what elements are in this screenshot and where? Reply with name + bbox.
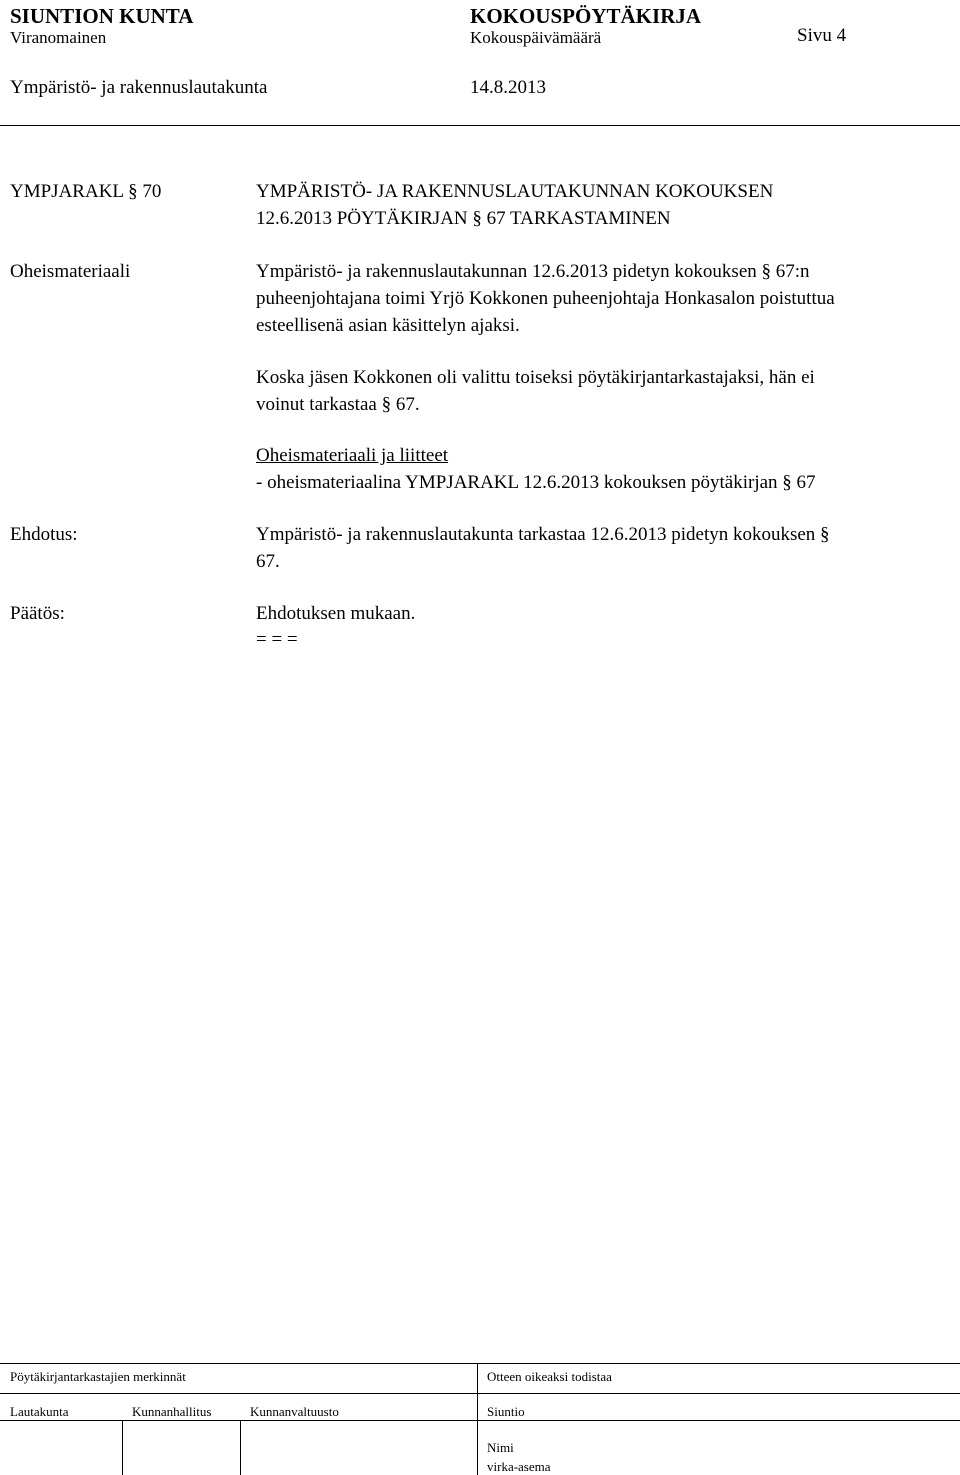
attachments-heading: Oheismateriaali ja liitteet bbox=[256, 445, 449, 466]
decision-label: Päätös: bbox=[10, 603, 65, 624]
footer-name-label: Nimi bbox=[487, 1440, 514, 1455]
document-type: KOKOUSPÖYTÄKIRJA bbox=[470, 4, 702, 28]
footer-col-lautakunta: Lautakunta bbox=[10, 1404, 69, 1419]
page-number: Sivu 4 bbox=[797, 25, 847, 46]
end-mark: = = = bbox=[256, 629, 298, 650]
footer-center-divider bbox=[477, 1363, 478, 1475]
background-paragraph-1-line-3: esteellisenä asian käsittelyn ajaksi. bbox=[256, 315, 520, 336]
oheismateriaali-label: Oheismateriaali bbox=[10, 261, 131, 282]
background-paragraph-1-line-2: puheenjohtajana toimi Yrjö Kokkonen puheenjohtaja Honkasalon poistuttua bbox=[256, 288, 835, 309]
proposal-line-1: Ympäristö- ja rakennuslautakunta tarkastaa 12.6.2013 pidetyn kokouksen § bbox=[256, 524, 830, 545]
proposal-line-2: 67. bbox=[256, 551, 280, 572]
authority-name: Ympäristö- ja rakennuslautakunta bbox=[10, 77, 268, 98]
footer-col-divider-1 bbox=[122, 1420, 123, 1475]
municipality-name: SIUNTION KUNTA bbox=[10, 4, 194, 28]
item-title-line-2: 12.6.2013 PÖYTÄKIRJAN § 67 TARKASTAMINEN bbox=[256, 208, 671, 229]
footer-col-kunnanvaltuusto: Kunnanvaltuusto bbox=[250, 1404, 339, 1419]
footer-col-divider-2 bbox=[240, 1420, 241, 1475]
meeting-date: 14.8.2013 bbox=[470, 77, 546, 98]
background-paragraph-2-line-2: voinut tarkastaa § 67. bbox=[256, 394, 420, 415]
meeting-date-label: Kokouspäivämäärä bbox=[470, 28, 602, 47]
background-paragraph-2-line-1: Koska jäsen Kokkonen oli valittu toiseksi pöytäkirjantarkastajaksi, hän ei bbox=[256, 367, 815, 388]
header-divider bbox=[0, 125, 960, 126]
footer-col-kunnanhallitus: Kunnanhallitus bbox=[132, 1404, 212, 1419]
attachment-item: - oheismateriaalina YMPJARAKL 12.6.2013 kokouksen pöytäkirjan § 67 bbox=[256, 472, 816, 493]
item-title-line-1: YMPÄRISTÖ- JA RAKENNUSLAUTAKUNNAN KOKOUKSEN bbox=[256, 181, 774, 202]
authority-label: Viranomainen bbox=[10, 28, 107, 47]
footer-position-label: virka-asema bbox=[487, 1459, 551, 1474]
footer-mid-border bbox=[0, 1393, 960, 1394]
certified-label: Otteen oikeaksi todistaa bbox=[487, 1369, 612, 1384]
footer-lower-border bbox=[0, 1420, 960, 1421]
footer-place: Siuntio bbox=[487, 1404, 525, 1419]
item-code: YMPJARAKL § 70 bbox=[10, 181, 162, 202]
background-paragraph-1-line-1: Ympäristö- ja rakennuslautakunnan 12.6.2013 pidetyn kokouksen § 67:n bbox=[256, 261, 810, 282]
reviewers-label: Pöytäkirjantarkastajien merkinnät bbox=[10, 1369, 186, 1384]
proposal-label: Ehdotus: bbox=[10, 524, 78, 545]
footer-top-border bbox=[0, 1363, 960, 1364]
decision-text: Ehdotuksen mukaan. bbox=[256, 603, 416, 624]
